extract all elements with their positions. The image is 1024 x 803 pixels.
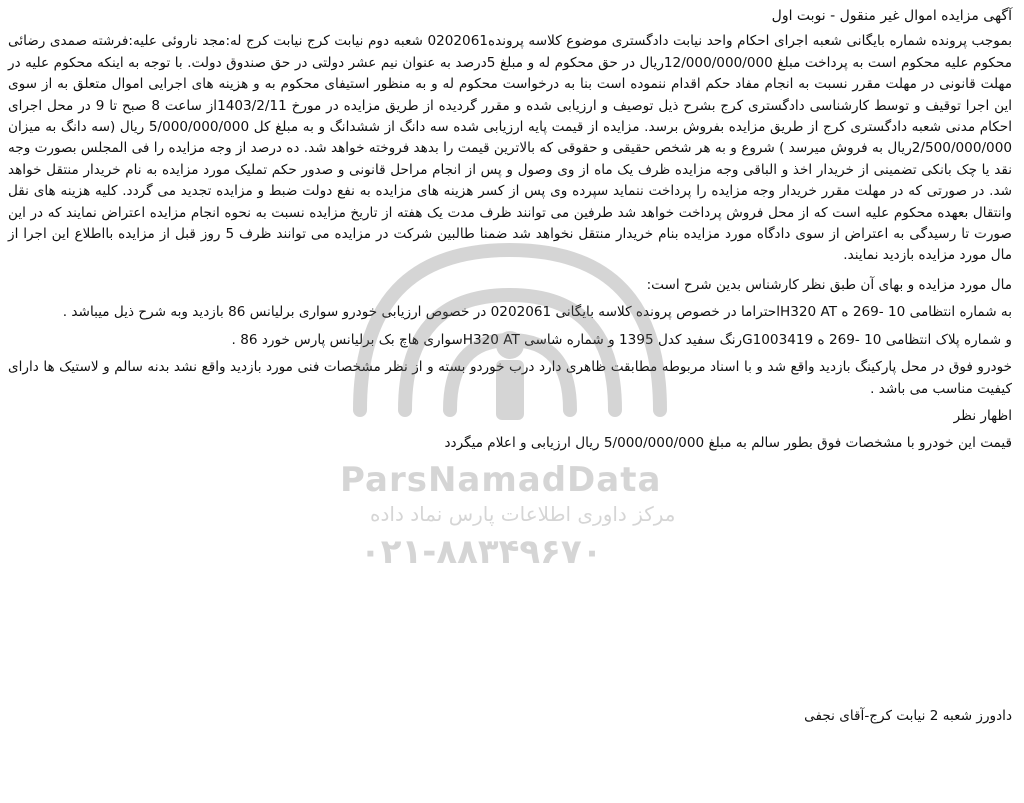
signature-line: دادورز شعبه 2 نیابت کرج-آقای نجفی <box>804 708 1012 724</box>
vehicle-spec-paragraph: و شماره پلاک انتظامی 10 -269 ه G1003419رنگ سفید کدل 1395 و شماره شاسی H320 ATسواری هاچ بک برلیانس پارس خورد 86 . <box>231 331 1012 348</box>
vehicle-plate-paragraph: به شماره انتظامی 10 -269 ه H320 ATاحتراما در خصوص پرونده کلاسه بایگانی 0202061 در خصوص ارزیابی خودرو سواری برلیانس 86 بازدید وبه شرح ذیل میباشد . <box>62 304 1012 321</box>
opinion-text: قیمت این خودرو با مشخصات فوق بطور سالم به مبلغ 5/000/000/000 ریال ارزیابی و اعلام میگردد <box>444 435 1012 452</box>
opinion-heading: اظهار نظر <box>953 407 1012 424</box>
notice-body: بموجب پرونده شماره بایگانی شعبه اجرای احکام واحد نیابت دادگستری موضوع کلاسه پرونده0202061 شعبه دوم نیابت کرج نیابت کرج له:مجد ناروئی علیه:فرشته صمدی رضائی محکوم علیه محکوم است به پرداخت مبلغ 12/000/000/000ریال در حق محکوم له و مبلغ 5درصد به عنوان نیم عشر دولتی در حق صندوق دولت. با توجه به اینکه محکوم علیه در مهلت قانونی در مهلت مقرر نسبت به انجام مفاد حکم اقدام ننموده است بنا به درخواست محکوم له و به منظور استیفای محکوم به و هزینه های اجرایی اموال متعلق به از سوی این اجرا توقیف و توسط کارشناسی دادگستری کرج بشرح ذیل توصیف و ارزیابی شده و مقرر گردیده از طریق مزایده در مورخ 1403/2/11از ساعت 8 صبح تا 9 در محل اجرای احکام مدنی شعبه دادگستری کرج از طریق مزایده بفروش برسد. مزایده از قیمت پایه ارزیابی شده سه دانگ از ششدانگ و به مبلغ کل 5/000/000/000 ریال (سه دانگ به میزان 2/500/000/000ریال به فروش میرسد ) شروع و به هر شخص حقیقی و حقوقی که بالاترین قیمت را بدهد فروخته خواهد شد. ده درصد از وجه مزایده را فی المجلس بصورت وجه نقد یا چک بانکی تضمینی از خریدار اخذ و الباقی وجه مزایده ظرف یک ماه از وی وصول و پس از انجام مراحل قانونی و صدور حکم تملیک مورد مزایده به نام خریدار منتقل خواهد شد. در صورتی که در مهلت مقرر خریدار وجه مزایده را پرداخت ننماید سپرده وی پس از کسر هزینه های مزایده به نفع دولت ضبط و مزایده تجدید می گردد. کلیه هزینه های نقل وانتقال بعهده محکوم علیه است که از محل فروش پرداخت خواهد شد طرفین می توانند ظرف مدت یک هفته از تاریخ مزایده نسبت به نحوه انجام مزایده اعتراض نمایند که در این صورت تا رسیدگی به اعتراض از سوی دادگاه مورد مزایده بنام خریدار منتقل نخواهد شد ضمنا طالبین شرکت در مزایده می توانند ظرف 5 روز قبل از مزایده بااطلاع این اجرا از مال مورد مزایده بازدید نمایند. <box>8 33 1013 264</box>
watermark-brand: ParsNamadData <box>340 460 662 500</box>
assessment-heading: مال مورد مزایده و بهای آن طبق نظر کارشناس بدین شرح است: <box>646 276 1012 293</box>
watermark-phone: ۰۲۱-۸۸۳۴۹۶۷۰ <box>360 532 603 572</box>
watermark-tagline: مرکز داوری اطلاعات پارس نماد داده <box>370 502 676 526</box>
auction-notice <box>8 6 1012 455</box>
notice-title: آگهی مزایده اموال غیر منقول - نوبت اول <box>771 8 1012 24</box>
inspection-paragraph: خودرو فوق در محل پارکینگ بازدید واقع شد و با اسناد مربوطه مطابقت ظاهری دارد درب خوردو بسته و از نظر مشخصات فنی مورد بازدید واقع نشد بدنه سالم و لاستیک ها دارای کیفیت مناسب می باشد . <box>8 359 1012 397</box>
